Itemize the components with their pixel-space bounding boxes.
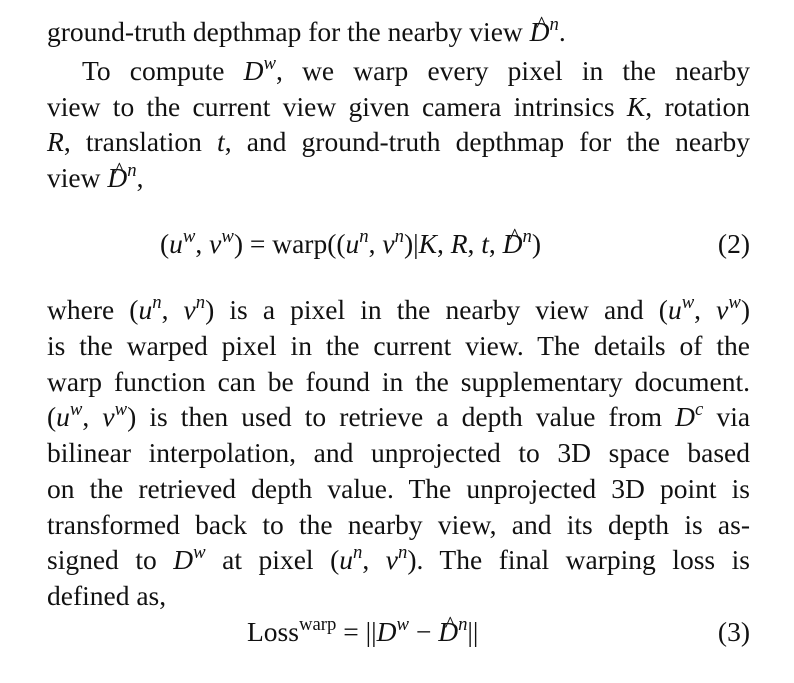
text-line-2: To compute $D^w$, we warp every pixel in the nearby	[82, 52, 750, 86]
text-line-10: bilinear interpolation, and unprojected to 3D space based	[47, 437, 750, 468]
equation-3-number: (3)	[717, 616, 750, 647]
text-line-1: ground-truth depthmap for the nearby view ^ $D^n$.	[47, 14, 566, 50]
text-line-5: view ^ $D^n$,	[47, 160, 143, 196]
text-line-7: is the warped pixel in the current view. The details of the	[47, 330, 750, 361]
text-line-14: defined as,	[47, 580, 167, 611]
text-line-8: warp function can be found in the supplementary document.	[47, 366, 750, 397]
text-line-3: view to the current view given camera intrinsics K, rotation	[47, 91, 750, 122]
text-line-4: R, translation t, and ground-truth depthmap for the nearby	[47, 126, 750, 157]
text-line-9: ($u^w$, $v^w$) is then used to retrieve a depth value from $D^c$ via	[47, 398, 751, 432]
equation-2: ($u^w$, $v^w$) = $warp((u^n$, $v^n)|K$, R, t, ^ $D^n$)	[160, 226, 541, 262]
text-line-13: signed to $D^w$ at pixel ($u^n$, $v^n$). The final warping loss is	[47, 541, 750, 575]
equation-2-number: (2)	[717, 228, 750, 259]
text-line-11: on the retrieved depth value. The unprojected 3D point is	[47, 473, 750, 504]
equation-3: Loss$^{warp}$ = $||D^w$ − ^ $D^n||$	[247, 614, 478, 650]
text-line-6: where ($u^n$, $v^n$) is a pixel in the nearby view and ($u^w$, $v^w$)	[47, 291, 750, 325]
text-line-12: transformed back to the nearby view, and its depth is as-	[47, 509, 750, 540]
